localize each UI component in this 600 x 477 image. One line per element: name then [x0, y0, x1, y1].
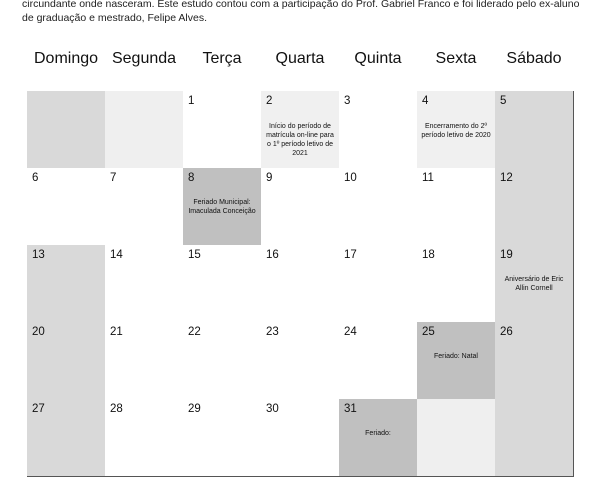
day-number: 26 — [500, 326, 513, 338]
day-event-note: Feriado Municipal: Imaculada Conceição — [188, 199, 256, 215]
day-number: 14 — [110, 249, 123, 261]
day-number: 28 — [110, 403, 123, 415]
calendar-empty-cell — [495, 399, 574, 477]
calendar-empty-cell — [105, 91, 184, 169]
day-number: 17 — [344, 249, 357, 261]
weekday-tuesday: Terça — [202, 50, 242, 67]
day-number: 20 — [32, 326, 45, 338]
calendar-day-23 — [261, 322, 340, 400]
calendar-day-17 — [339, 245, 418, 323]
calendar-day-28 — [105, 399, 184, 477]
calendar-day-25 — [417, 322, 496, 400]
weekday-thursday: Quinta — [354, 50, 402, 67]
calendar-day-4 — [417, 91, 496, 169]
day-number: 16 — [266, 249, 279, 261]
day-event-note: Feriado: — [365, 430, 391, 437]
day-number: 4 — [422, 95, 429, 107]
weekday-sunday: Domingo — [33, 50, 99, 67]
day-number: 13 — [32, 249, 45, 261]
calendar-day-16 — [261, 245, 340, 323]
day-number: 1 — [188, 95, 195, 107]
calendar-day-26 — [495, 322, 574, 400]
calendar-empty-cell — [417, 399, 496, 477]
day-number: 2 — [266, 95, 273, 107]
weekday-friday: Sexta — [435, 50, 477, 67]
calendar-day-2 — [261, 91, 340, 169]
day-number: 5 — [500, 95, 507, 107]
calendar-day-6 — [27, 168, 106, 246]
day-event-note: Aniversário de Eric Allin Cornell — [504, 276, 564, 292]
day-number: 25 — [422, 326, 435, 338]
calendar-day-1 — [183, 91, 262, 169]
day-number: 9 — [266, 172, 273, 184]
intro-line-2: de graduação e mestrado, Felipe Alves. — [22, 12, 208, 24]
calendar-day-27 — [27, 399, 106, 477]
weekday-saturday: Sábado — [506, 50, 562, 67]
day-number: 21 — [110, 326, 123, 338]
day-number: 24 — [344, 326, 357, 338]
day-number: 12 — [500, 172, 513, 184]
day-number: 18 — [422, 249, 435, 261]
day-number: 15 — [188, 249, 201, 261]
calendar-day-9 — [261, 168, 340, 246]
calendar-day-11 — [417, 168, 496, 246]
day-event-note: Feriado: Natal — [434, 353, 478, 360]
day-number: 7 — [110, 172, 117, 184]
day-number: 8 — [188, 172, 195, 184]
day-number: 22 — [188, 326, 201, 338]
calendar-empty-cell — [27, 91, 106, 169]
day-number: 6 — [32, 172, 39, 184]
day-number: 11 — [422, 172, 434, 184]
calendar-day-31 — [339, 399, 418, 477]
calendar-day-12 — [495, 168, 574, 246]
calendar-day-7 — [105, 168, 184, 246]
weekday-monday: Segunda — [111, 50, 177, 67]
calendar-day-5 — [495, 91, 574, 169]
calendar-day-14 — [105, 245, 184, 323]
calendar-day-20 — [27, 322, 106, 400]
day-event-note: Encerramento do 2º período letivo de 2020 — [421, 123, 491, 139]
calendar-day-10 — [339, 168, 418, 246]
calendar-grid — [27, 91, 573, 437]
intro-paragraph — [22, 0, 582, 25]
weekday-header-row — [27, 50, 573, 74]
calendar-day-18 — [417, 245, 496, 323]
calendar-day-8 — [183, 168, 262, 246]
day-number: 3 — [344, 95, 351, 107]
weekday-wednesday: Quarta — [275, 50, 325, 67]
day-event-note: Início do período de matrícula on-line para o 1º período letivo de 2021 — [266, 123, 334, 157]
calendar-day-3 — [339, 91, 418, 169]
day-number: 10 — [344, 172, 357, 184]
calendar-day-22 — [183, 322, 262, 400]
calendar-day-19 — [495, 245, 574, 323]
day-number: 19 — [500, 249, 513, 261]
intro-line-1: circundante onde nasceram. Este estudo contou com a participação do Prof. Gabriel Franco e foi liderado pelo ex-aluno — [22, 0, 580, 10]
day-number: 29 — [188, 403, 201, 415]
calendar-day-21 — [105, 322, 184, 400]
day-number: 27 — [32, 403, 45, 415]
calendar-day-15 — [183, 245, 262, 323]
calendar-day-30 — [261, 399, 340, 477]
calendar-day-24 — [339, 322, 418, 400]
day-number: 31 — [344, 403, 357, 415]
calendar-day-13 — [27, 245, 106, 323]
day-number: 23 — [266, 326, 279, 338]
day-number: 30 — [266, 403, 279, 415]
calendar-day-29 — [183, 399, 262, 477]
